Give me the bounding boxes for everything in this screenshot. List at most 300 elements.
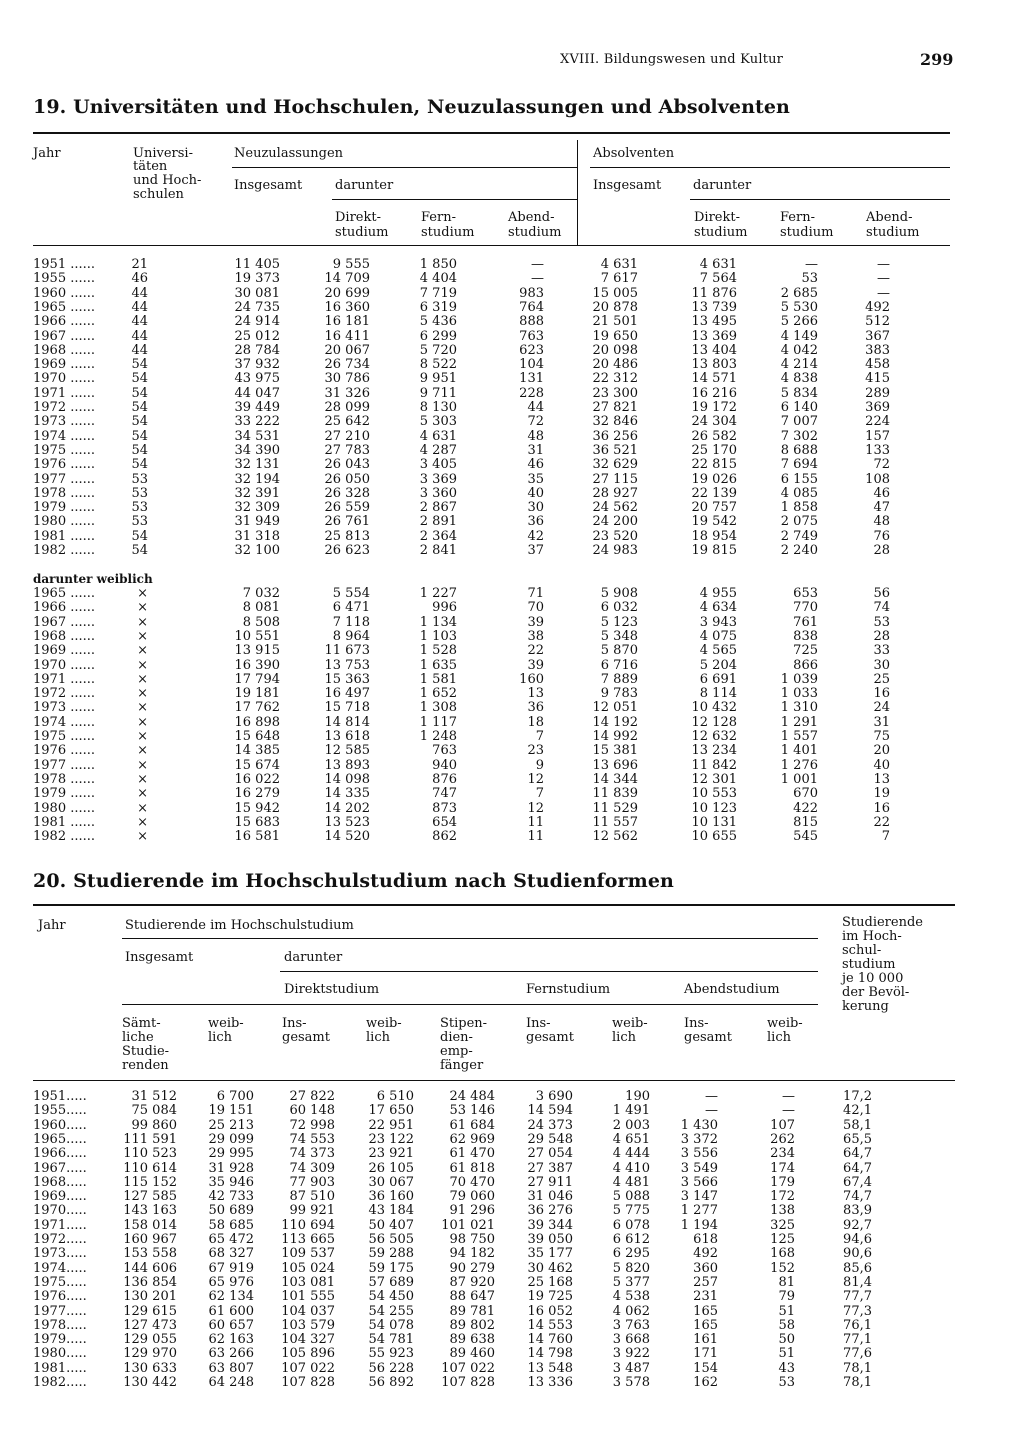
value-cell: 262: [770, 1131, 795, 1147]
value-cell: 44: [527, 400, 544, 415]
value-cell: 54 255: [368, 1303, 414, 1319]
value-cell: 103 081: [281, 1274, 335, 1290]
value-cell: 130 442: [123, 1375, 177, 1390]
value-cell: 23 921: [368, 1146, 414, 1162]
value-cell: 5 377: [612, 1274, 650, 1290]
value-cell: 13 803: [691, 357, 737, 373]
value-cell: 36: [527, 700, 544, 716]
t19-neu-direkt-2: studium: [335, 225, 389, 240]
value-cell: 1 103: [419, 628, 457, 644]
value-cell: 458: [865, 357, 890, 373]
value-cell: 983: [519, 285, 544, 301]
year-cell: 1971 ......: [33, 671, 96, 687]
value-cell: 224: [865, 414, 890, 430]
value-cell: 815: [793, 814, 818, 830]
t20-row: [0, 1376, 1024, 1390]
value-cell: 3 578: [612, 1375, 650, 1390]
t19-row-weiblich: [0, 630, 1024, 644]
value-cell: 53: [873, 614, 890, 630]
t20-row: [0, 1190, 1024, 1204]
value-cell: ×: [137, 700, 148, 716]
t19-row-weiblich: [0, 687, 1024, 701]
value-cell: 33: [873, 643, 890, 659]
t19-abs-fern-1: Fern-: [780, 210, 815, 225]
year-cell: 1972 ......: [33, 686, 96, 702]
value-cell: 16 022: [234, 771, 280, 787]
value-cell: 228: [519, 385, 544, 401]
value-cell: 26 328: [324, 485, 370, 501]
value-cell: —: [705, 1103, 718, 1119]
value-cell: 8 081: [242, 600, 280, 616]
t20-row: [0, 1247, 1024, 1261]
value-cell: 24 562: [592, 500, 638, 516]
value-cell: 14 098: [324, 771, 370, 787]
value-cell: 35: [527, 471, 544, 487]
value-cell: 36 521: [592, 442, 638, 458]
t19-abs-fern-2: studium: [780, 225, 834, 240]
value-cell: 13 548: [527, 1360, 573, 1376]
value-cell: 2 240: [780, 543, 818, 558]
t19-col-jahr: Jahr: [33, 146, 61, 161]
year-cell: 1969.....: [33, 1189, 87, 1205]
value-cell: 71: [527, 586, 544, 601]
value-cell: 50: [778, 1332, 795, 1348]
value-cell: 24 735: [234, 299, 280, 315]
year-cell: 1980.....: [33, 1346, 87, 1362]
value-cell: 158 014: [123, 1217, 177, 1233]
value-cell: 61 470: [449, 1146, 495, 1162]
year-cell: 1968 ......: [33, 628, 96, 644]
value-cell: 43: [778, 1360, 795, 1376]
t20-grp-main: Studierende im Hochschulstudium: [125, 918, 354, 933]
value-cell: 1 858: [780, 500, 818, 516]
value-cell: 38: [527, 628, 544, 644]
value-cell: 289: [865, 385, 890, 401]
t20-weib-1a: weib-: [208, 1016, 244, 1031]
value-cell: 74: [873, 600, 890, 616]
value-cell: 53: [131, 500, 148, 516]
value-cell: 13 234: [691, 743, 737, 759]
value-cell: 6 716: [600, 657, 638, 673]
year-cell: 1969 ......: [33, 643, 96, 659]
value-cell: ×: [137, 786, 148, 802]
value-cell: 24 373: [527, 1117, 573, 1133]
value-cell: 107 828: [281, 1375, 335, 1390]
t19-neu-direkt-1: Direkt-: [335, 210, 381, 225]
value-cell: 58 685: [208, 1217, 254, 1233]
year-cell: 1965 ......: [33, 299, 96, 315]
t20-row: [0, 1333, 1024, 1347]
t20-per10000-4: studium: [842, 957, 896, 972]
value-cell: 19 373: [234, 271, 280, 287]
value-cell: 77,3: [843, 1303, 872, 1319]
value-cell: 30 067: [368, 1174, 414, 1190]
t19-row-weiblich: [0, 716, 1024, 730]
value-cell: 25: [873, 671, 890, 687]
year-cell: 1975 ......: [33, 729, 96, 744]
t19-row: [0, 444, 1024, 458]
value-cell: 12 585: [324, 743, 370, 759]
year-cell: 1979.....: [33, 1332, 87, 1348]
value-cell: 22: [873, 814, 890, 830]
value-cell: 15 648: [234, 729, 280, 744]
value-cell: 15 005: [592, 285, 638, 301]
value-cell: 77,1: [843, 1332, 872, 1348]
value-cell: 13 336: [527, 1375, 573, 1390]
value-cell: 14 385: [234, 743, 280, 759]
page-number: 299: [920, 50, 954, 69]
value-cell: 21 501: [592, 314, 638, 330]
value-cell: 1 033: [780, 686, 818, 702]
value-cell: 168: [770, 1246, 795, 1262]
value-cell: 5 834: [780, 385, 818, 401]
value-cell: 77,6: [843, 1346, 872, 1362]
value-cell: 7: [881, 829, 890, 845]
value-cell: 6 700: [216, 1089, 254, 1104]
value-cell: 42 733: [208, 1189, 254, 1205]
t19-row: [0, 287, 1024, 301]
value-cell: 4 444: [612, 1146, 650, 1162]
value-cell: 4 538: [612, 1289, 650, 1305]
value-cell: 64,7: [843, 1146, 872, 1162]
value-cell: 3 487: [612, 1360, 650, 1376]
value-cell: 19 815: [691, 543, 737, 558]
value-cell: 17,2: [843, 1089, 872, 1104]
t19-row: [0, 401, 1024, 415]
value-cell: 36 256: [592, 428, 638, 444]
t20-fern: Fernstudium: [526, 982, 611, 997]
value-cell: 1 635: [419, 657, 457, 673]
value-cell: 29 099: [208, 1131, 254, 1147]
value-cell: 654: [432, 814, 457, 830]
value-cell: 61 684: [449, 1117, 495, 1133]
value-cell: 53: [131, 485, 148, 501]
t20-abend: Abendstudium: [684, 982, 780, 997]
value-cell: ×: [137, 586, 148, 601]
value-cell: 17 794: [234, 671, 280, 687]
t19-row-weiblich: [0, 816, 1024, 830]
value-cell: 26 105: [368, 1160, 414, 1176]
value-cell: 13 404: [691, 342, 737, 358]
value-cell: 87 920: [449, 1274, 495, 1290]
value-cell: 54 450: [368, 1289, 414, 1305]
value-cell: 11 876: [691, 285, 737, 301]
value-cell: 13 753: [324, 657, 370, 673]
t20-weib-1b: lich: [208, 1030, 232, 1045]
value-cell: 131: [519, 371, 544, 387]
value-cell: 1 528: [419, 643, 457, 659]
t20-row: [0, 1290, 1024, 1304]
value-cell: 48: [527, 428, 544, 444]
value-cell: 144 606: [123, 1260, 177, 1276]
value-cell: 13 915: [234, 643, 280, 659]
value-cell: 133: [865, 442, 890, 458]
value-cell: 16 181: [324, 314, 370, 330]
value-cell: 65 976: [208, 1274, 254, 1290]
value-cell: 6 155: [780, 471, 818, 487]
value-cell: 28: [873, 628, 890, 644]
value-cell: 653: [793, 586, 818, 601]
t20-direkt-ins-1: Ins-: [282, 1016, 307, 1031]
value-cell: 56 892: [368, 1375, 414, 1390]
t20-row: [0, 1362, 1024, 1376]
t19-row: [0, 372, 1024, 386]
value-cell: 7 007: [780, 414, 818, 430]
t20-row: [0, 1162, 1024, 1176]
value-cell: 5 908: [600, 586, 638, 601]
t19-neu-fern-1: Fern-: [421, 210, 456, 225]
value-cell: 23 300: [592, 385, 638, 401]
value-cell: 72 998: [289, 1117, 335, 1133]
value-cell: 16 390: [234, 657, 280, 673]
value-cell: 422: [793, 800, 818, 816]
value-cell: 115 152: [123, 1174, 177, 1190]
value-cell: 103 579: [281, 1317, 335, 1333]
t20-samtliche-3: Studie-: [122, 1044, 170, 1059]
value-cell: 3 147: [680, 1189, 718, 1205]
value-cell: 13 618: [324, 729, 370, 744]
value-cell: 53 146: [449, 1103, 495, 1119]
value-cell: 81: [778, 1274, 795, 1290]
value-cell: 14 202: [324, 800, 370, 816]
value-cell: 13: [527, 686, 544, 702]
value-cell: 866: [793, 657, 818, 673]
value-cell: 3 690: [535, 1089, 573, 1104]
value-cell: 4 838: [780, 371, 818, 387]
value-cell: 34 531: [234, 428, 280, 444]
value-cell: 6 691: [699, 671, 737, 687]
t20-per10000-5: je 10 000: [842, 971, 904, 986]
t20-rule-forms: [122, 1004, 818, 1005]
t20-per10000-7: kerung: [842, 999, 889, 1014]
value-cell: 1 291: [780, 714, 818, 730]
value-cell: 20 486: [592, 357, 638, 373]
value-cell: 14 571: [691, 371, 737, 387]
value-cell: 78,1: [843, 1375, 872, 1390]
value-cell: 5 204: [699, 657, 737, 673]
value-cell: 14 814: [324, 714, 370, 730]
value-cell: 1 401: [780, 743, 818, 759]
table19-title: 19. Universitäten und Hochschulen, Neuzulassungen und Absolventen: [33, 96, 790, 118]
t19-abs-abend-2: studium: [866, 225, 920, 240]
value-cell: 15 718: [324, 700, 370, 716]
t19-abs-darunter: darunter: [693, 178, 752, 193]
t19-row: [0, 330, 1024, 344]
value-cell: 6 510: [376, 1089, 414, 1104]
t20-samtliche-4: renden: [122, 1058, 169, 1073]
t19-row-weiblich: [0, 730, 1024, 744]
value-cell: 32 194: [234, 471, 280, 487]
value-cell: 492: [693, 1246, 718, 1262]
value-cell: 161: [693, 1332, 718, 1348]
year-cell: 1967 ......: [33, 614, 96, 630]
value-cell: 6 471: [332, 600, 370, 616]
value-cell: 70: [527, 600, 544, 616]
value-cell: 7: [535, 786, 544, 802]
value-cell: 6 612: [612, 1232, 650, 1247]
value-cell: ×: [137, 743, 148, 759]
value-cell: ×: [137, 714, 148, 730]
value-cell: ×: [137, 671, 148, 687]
value-cell: 996: [432, 600, 457, 616]
value-cell: 1 194: [680, 1217, 718, 1233]
t19-col-univ-3: und Hoch-: [133, 173, 202, 188]
t19-row: [0, 430, 1024, 444]
value-cell: 190: [625, 1089, 650, 1104]
value-cell: 16 360: [324, 299, 370, 315]
value-cell: 62 134: [208, 1289, 254, 1305]
value-cell: 165: [693, 1303, 718, 1319]
year-cell: 1951 ......: [33, 257, 96, 272]
t19-grp-abs: Absolventen: [593, 146, 675, 161]
value-cell: —: [705, 1089, 718, 1104]
value-cell: 30 462: [527, 1260, 573, 1276]
t20-row: [0, 1147, 1024, 1161]
value-cell: 1 277: [680, 1203, 718, 1219]
year-cell: 1965.....: [33, 1131, 87, 1147]
value-cell: 36 160: [368, 1189, 414, 1205]
value-cell: 2 841: [419, 543, 457, 558]
value-cell: 94,6: [843, 1232, 872, 1247]
value-cell: 110 523: [123, 1146, 177, 1162]
value-cell: 99 860: [131, 1117, 177, 1133]
value-cell: 61 818: [449, 1160, 495, 1176]
value-cell: 19 151: [208, 1103, 254, 1119]
value-cell: 160 967: [123, 1232, 177, 1247]
value-cell: 58: [778, 1317, 795, 1333]
value-cell: 50 689: [208, 1203, 254, 1219]
t19-rule-neu: [232, 167, 577, 168]
value-cell: 1 001: [780, 771, 818, 787]
value-cell: 172: [770, 1189, 795, 1205]
value-cell: 136 854: [123, 1274, 177, 1290]
value-cell: —: [782, 1103, 795, 1119]
table20-top-rule: [33, 904, 955, 906]
value-cell: 32 629: [592, 457, 638, 473]
value-cell: 4 631: [419, 428, 457, 444]
value-cell: 54: [131, 385, 148, 401]
value-cell: 65,5: [843, 1131, 872, 1147]
value-cell: 1 557: [780, 729, 818, 744]
value-cell: 105 896: [281, 1346, 335, 1362]
value-cell: 7 889: [600, 671, 638, 687]
value-cell: 129 615: [123, 1303, 177, 1319]
value-cell: 83,9: [843, 1203, 872, 1219]
value-cell: 2 364: [419, 528, 457, 544]
value-cell: 19 172: [691, 400, 737, 415]
value-cell: 81,4: [843, 1274, 872, 1290]
value-cell: 56 505: [368, 1232, 414, 1247]
year-cell: 1976 ......: [33, 457, 96, 473]
t20-weib-3a: weib-: [612, 1016, 648, 1031]
value-cell: 74 553: [289, 1131, 335, 1147]
value-cell: 1 581: [419, 671, 457, 687]
value-cell: ×: [137, 643, 148, 659]
value-cell: 8 130: [419, 400, 457, 415]
value-cell: 7 564: [699, 271, 737, 287]
year-cell: 1968 ......: [33, 342, 96, 358]
year-cell: 1982 ......: [33, 543, 96, 558]
value-cell: 257: [693, 1274, 718, 1290]
value-cell: ×: [137, 657, 148, 673]
value-cell: 2 075: [780, 514, 818, 530]
value-cell: 25 213: [208, 1117, 254, 1133]
value-cell: 78,1: [843, 1360, 872, 1376]
value-cell: 12 301: [691, 771, 737, 787]
value-cell: 89 781: [449, 1303, 495, 1319]
value-cell: 152: [770, 1260, 795, 1276]
value-cell: 16 216: [691, 385, 737, 401]
value-cell: 16 052: [527, 1303, 573, 1319]
value-cell: 23 520: [592, 528, 638, 544]
value-cell: 27 210: [324, 428, 370, 444]
year-cell: 1971.....: [33, 1217, 87, 1233]
value-cell: 5 530: [780, 299, 818, 315]
value-cell: 109 537: [281, 1246, 335, 1262]
t20-samtliche-1: Sämt-: [122, 1016, 161, 1031]
year-cell: 1976.....: [33, 1289, 87, 1305]
value-cell: 1 308: [419, 700, 457, 716]
value-cell: 101 021: [441, 1217, 495, 1233]
value-cell: 171: [693, 1346, 718, 1362]
value-cell: 10 551: [234, 628, 280, 644]
t20-weib-4b: lich: [767, 1030, 791, 1045]
t19-rule-abs-darunter: [690, 199, 950, 200]
value-cell: 107 828: [441, 1375, 495, 1390]
year-cell: 1979 ......: [33, 786, 96, 802]
t20-abend-ins-2: gesamt: [684, 1030, 732, 1045]
value-cell: 92,7: [843, 1217, 872, 1233]
value-cell: 3 372: [680, 1131, 718, 1147]
value-cell: 325: [770, 1217, 795, 1233]
value-cell: 6 140: [780, 400, 818, 415]
value-cell: 18: [527, 714, 544, 730]
value-cell: 90,6: [843, 1246, 872, 1262]
year-cell: 1975.....: [33, 1274, 87, 1290]
value-cell: 13: [873, 771, 890, 787]
value-cell: 764: [519, 299, 544, 315]
value-cell: 68 327: [208, 1246, 254, 1262]
value-cell: 20 098: [592, 342, 638, 358]
t19-rule-neu-darunter: [332, 199, 577, 200]
value-cell: 1 310: [780, 700, 818, 716]
value-cell: 39 344: [527, 1217, 573, 1233]
value-cell: 12 051: [592, 700, 638, 716]
value-cell: 130 633: [123, 1360, 177, 1376]
value-cell: 99 921: [289, 1203, 335, 1219]
t19-grp-neu: Neuzulassungen: [234, 146, 344, 161]
value-cell: 10 432: [691, 700, 737, 716]
t20-row: [0, 1233, 1024, 1247]
value-cell: 25 642: [324, 414, 370, 430]
value-cell: 54: [131, 528, 148, 544]
value-cell: 26 582: [691, 428, 737, 444]
value-cell: 165: [693, 1317, 718, 1333]
value-cell: 27 911: [527, 1174, 573, 1190]
t20-insgesamt: Insgesamt: [125, 950, 194, 965]
value-cell: 20: [873, 743, 890, 759]
year-cell: 1967.....: [33, 1160, 87, 1176]
value-cell: 162: [693, 1375, 718, 1390]
year-cell: 1978 ......: [33, 771, 96, 787]
value-cell: 27 821: [592, 400, 638, 415]
value-cell: 67 919: [208, 1260, 254, 1276]
value-cell: 48: [873, 514, 890, 530]
value-cell: 67,4: [843, 1174, 872, 1190]
value-cell: 110 694: [281, 1217, 335, 1233]
value-cell: 47: [873, 500, 890, 516]
value-cell: 35 177: [527, 1246, 573, 1262]
